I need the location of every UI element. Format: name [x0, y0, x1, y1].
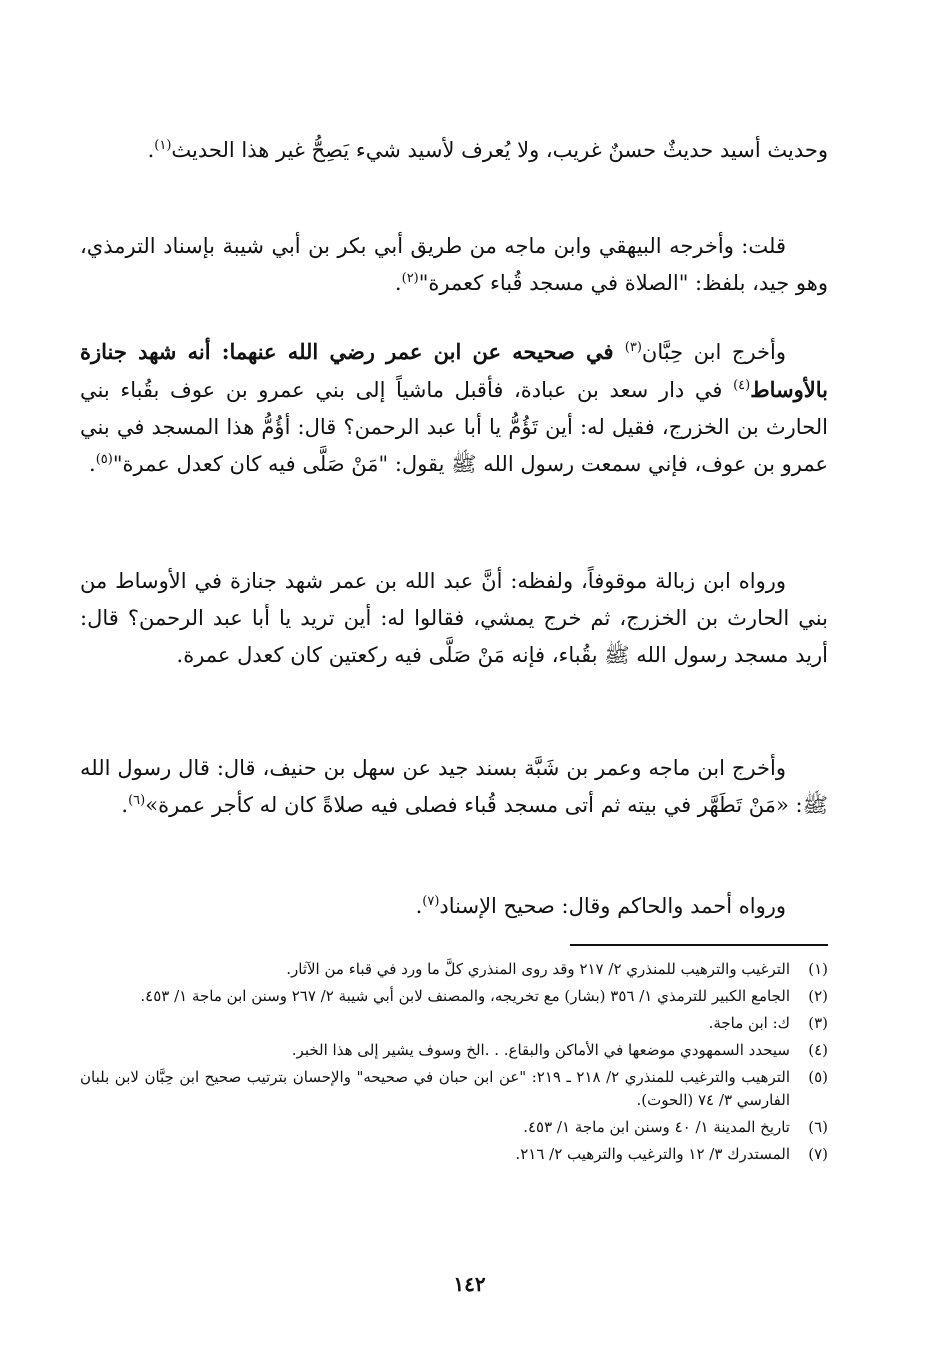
footnote-ref-4[interactable]: (٤) [733, 378, 751, 393]
footnote-1 [80, 958, 828, 981]
footnote-2 [80, 985, 828, 1008]
footnote-ref-7[interactable]: (٧) [422, 894, 440, 909]
footnote-number: (٣) [808, 1014, 828, 1032]
paragraph-4 [80, 563, 828, 674]
paragraph-text: ورواه ابن زبالة موقوفاً، ولفظه: أنَّ عبد الله بن عمر شهد جنازة في الأوساط من بني الحارث بن الخزرج، ثم خرج يمشي، فقالوا له: أين تريد يا أبا عبد الرحمن؟ قال: أريد مسجد رسول الله ﷺ بقُباء، فإنه مَنْ صَلَّى فيه ركعتين كان كعدل عمرة. [80, 569, 828, 667]
paragraph-period: . [394, 271, 402, 295]
paragraph-6 [80, 888, 828, 925]
paragraph-text: ورواه أحمد والحاكم وقال: صحيح الإسناد [439, 894, 786, 918]
footnote-text: تاريخ المدينة ١/ ٤٠ وسنن ابن ماجة ١/ ٤٥٣. [523, 1118, 790, 1136]
footnote-number: (١) [808, 960, 828, 978]
paragraph-period: . [415, 894, 423, 918]
paragraph-1 [80, 132, 828, 169]
footnote-number: (٢) [808, 987, 828, 1005]
paragraph-text: في دار سعد بن عبادة، فأقبل ماشياً إلى بني عمرو بن عوف بقُباء بني الحارث بن الخزرج، فقيل له: أين تَؤُمُّ يا أبا عبد الرحمن؟ قال: أؤُمُّ هذا المسجد في بني عمرو بن عوف، فإني سمعت رسول الله ﷺ يقول: "مَنْ صَلَّى فيه كان كعدل عمرة" [80, 378, 828, 476]
footnotes-list [80, 958, 828, 1170]
footnote-ref-2[interactable]: (٢) [401, 271, 419, 286]
footnote-text: ك: ابن ماجة. [708, 1014, 790, 1032]
footnote-3 [80, 1012, 828, 1035]
paragraph-text: وأخرج ابن ماجه وعمر بن شَبَّة بسند جيد عن سهل بن حنيف، قال: قال رسول الله ﷺ: «مَنْ تَطَهَّر في بيته ثم أتى مسجد قُباء فصلى فيه صلاةً كان له كأجر عمرة» [80, 756, 828, 817]
footnote-number: (٧) [808, 1145, 828, 1163]
paragraph-text: وأخرج ابن حِبَّان [641, 340, 786, 364]
footnote-number: (٦) [808, 1118, 828, 1136]
footnote-text: الجامع الكبير للترمذي ١/ ٣٥٦ (بشار) مع تخريجه، والمصنف لابن أبي شيبة ٢/ ٢٦٧ وسنن ابن ماجة ١/ ٤٥٣. [140, 987, 790, 1005]
footnote-ref-1[interactable]: (١) [154, 138, 172, 153]
footnote-ref-3[interactable]: (٣) [624, 340, 642, 355]
footnote-ref-6[interactable]: (٦) [128, 793, 146, 808]
footnote-text: سيحدد السمهودي موضعها في الأماكن والبقاع. . .الخ وسوف يشير إلى هذا الخبر. [291, 1041, 790, 1059]
paragraph-text: قلت: وأخرجه البيهقي وابن ماجه من طريق أبي بكر بن أبي شيبة بإسناد الترمذي، وهو جيد، بلفظ: "الصلاة في مسجد قُباء كعمرة" [80, 234, 828, 295]
footnote-ref-5[interactable]: (٥) [95, 452, 113, 467]
footnote-text: الترهيب والترغيب للمنذري ٢/ ٢١٨ ـ ٢١٩: "عن ابن حبان في صحيحه" والإحسان بترتيب صحيح ابن حِبَّان لابن بلبان الفارسي ٣/ ٧٤ (الحوت). [80, 1068, 790, 1109]
paragraph-5 [80, 750, 828, 824]
paragraph-text: وحديث أسيد حديثٌ حسنٌ غريب، ولا يُعرف لأسيد شيء يَصِحُّ غير هذا الحديث [171, 138, 828, 162]
footnote-5 [80, 1066, 828, 1112]
footnote-7 [80, 1143, 828, 1166]
paragraph-2 [80, 228, 828, 302]
footnote-text: الترغيب والترهيب للمنذري ٢/ ٢١٧ وقد روى المنذري كلَّ ما ورد في قباء من الآثار. [286, 960, 790, 978]
footnote-6 [80, 1116, 828, 1139]
footnote-number: (٥) [808, 1068, 828, 1086]
paragraph-period: . [89, 452, 96, 476]
footnote-number: (٤) [808, 1041, 828, 1059]
paragraph-period: . [121, 793, 129, 817]
paragraph-text: في صحيحه عن ابن عمر رضي الله عنهما: أنه شهد جنازة بالأوساط [80, 339, 828, 402]
footnote-4 [80, 1039, 828, 1062]
footnote-separator [570, 944, 828, 946]
paragraph-period: . [147, 138, 155, 162]
page-number: ١٤٢ [453, 1272, 486, 1296]
paragraph-3 [80, 333, 828, 483]
footnote-text: المستدرك ٣/ ١٢ والترغيب والترهيب ٢/ ٢١٦. [515, 1145, 790, 1163]
